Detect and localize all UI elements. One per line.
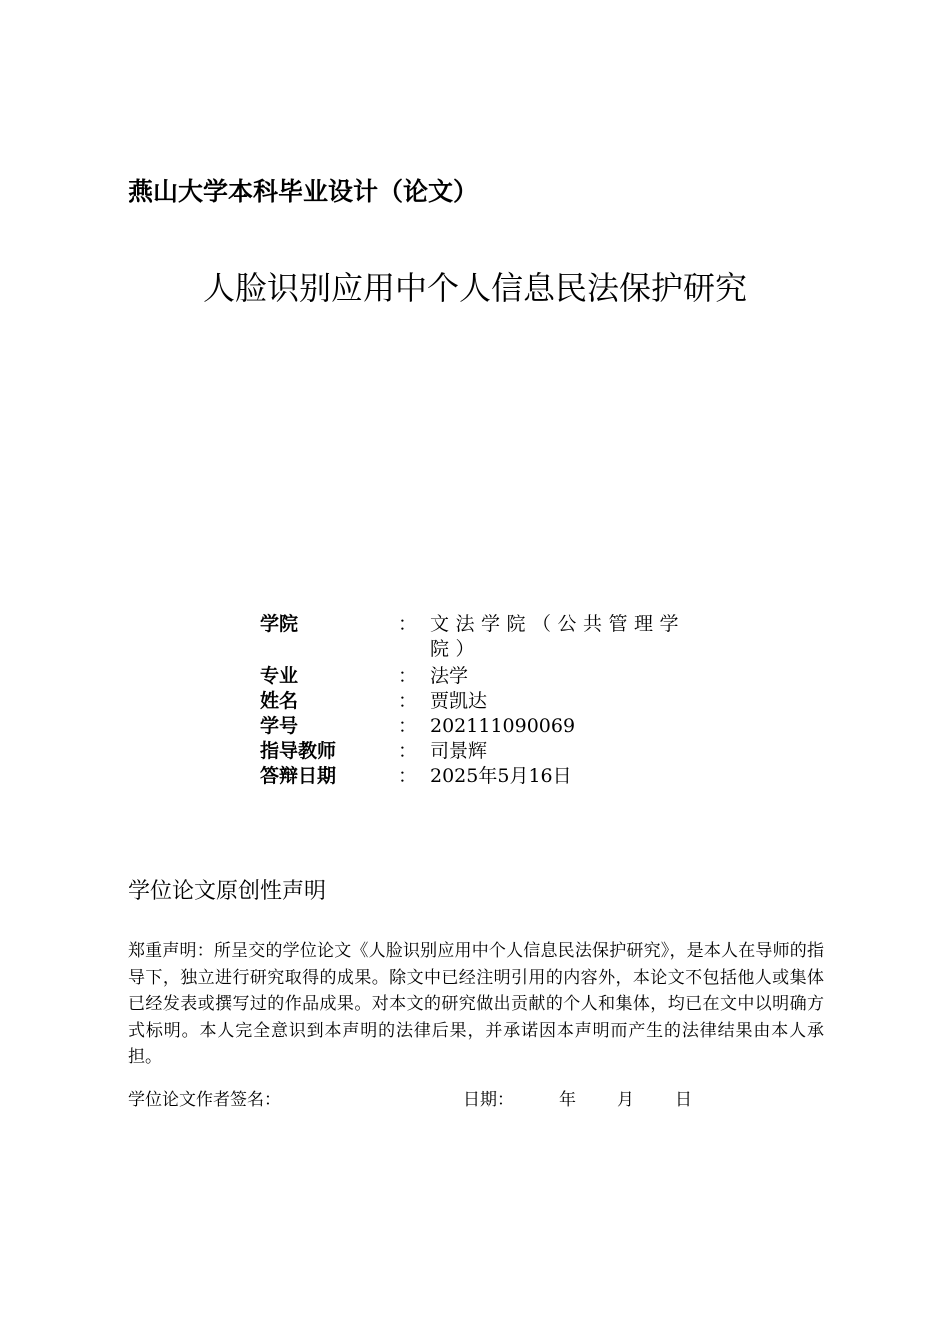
info-label: 指导教师 [260, 740, 337, 762]
declaration-body: 郑重声明：所呈交的学位论文《人脸识别应用中个人信息民法保护研究》，是本人在导师的指导下，独立进行研究取得的成果。除文中已经注明引用的内容外，本论文不包括他人或集体已经发表或撰写过的作品成果。对本文的研究做出贡献的个人和集体，均已在文中以明确方式标明。本人完全意识到本声明的法律后果，并承诺因本声明而产生的法律结果由本人承担。 [128, 941, 824, 1067]
info-colon: ： [398, 613, 418, 635]
info-label: 学号 [260, 715, 299, 737]
info-row-advisor [260, 739, 720, 764]
month-label: 月 [617, 1090, 634, 1110]
info-label: 专业 [260, 665, 299, 687]
info-value: 贾凯达 [430, 690, 488, 712]
info-colon: ： [398, 765, 418, 787]
info-colon: ： [398, 740, 418, 762]
day-label: 日 [675, 1090, 692, 1110]
info-row-major [260, 664, 720, 689]
info-colon: ： [398, 690, 418, 712]
info-value: 司景辉 [430, 740, 488, 762]
university-title: 燕山大学本科毕业设计（论文） [128, 177, 479, 206]
info-value: 202111090069 [430, 715, 576, 737]
info-value: 文法学院（公共管理学院） [430, 613, 686, 660]
thesis-info-block [260, 612, 720, 789]
info-colon: ： [398, 715, 418, 737]
info-row-defense-date [260, 764, 720, 789]
info-label: 答辩日期 [260, 765, 337, 787]
author-signature-label: 学位论文作者签名： [128, 1090, 281, 1110]
info-value: 2025年5月16日 [430, 765, 572, 787]
year-label: 年 [559, 1090, 576, 1110]
thesis-title: 人脸识别应用中个人信息民法保护研究 [202, 269, 747, 307]
info-label: 姓名 [260, 690, 299, 712]
declaration-heading: 学位论文原创性声明 [128, 879, 327, 904]
info-row-name [260, 689, 720, 714]
info-value: 法学 [430, 665, 469, 687]
info-row-student-id [260, 714, 720, 739]
info-label: 学院 [260, 613, 299, 635]
info-colon: ： [398, 665, 418, 687]
date-label: 日期： [463, 1090, 514, 1110]
info-row-college [260, 612, 720, 662]
